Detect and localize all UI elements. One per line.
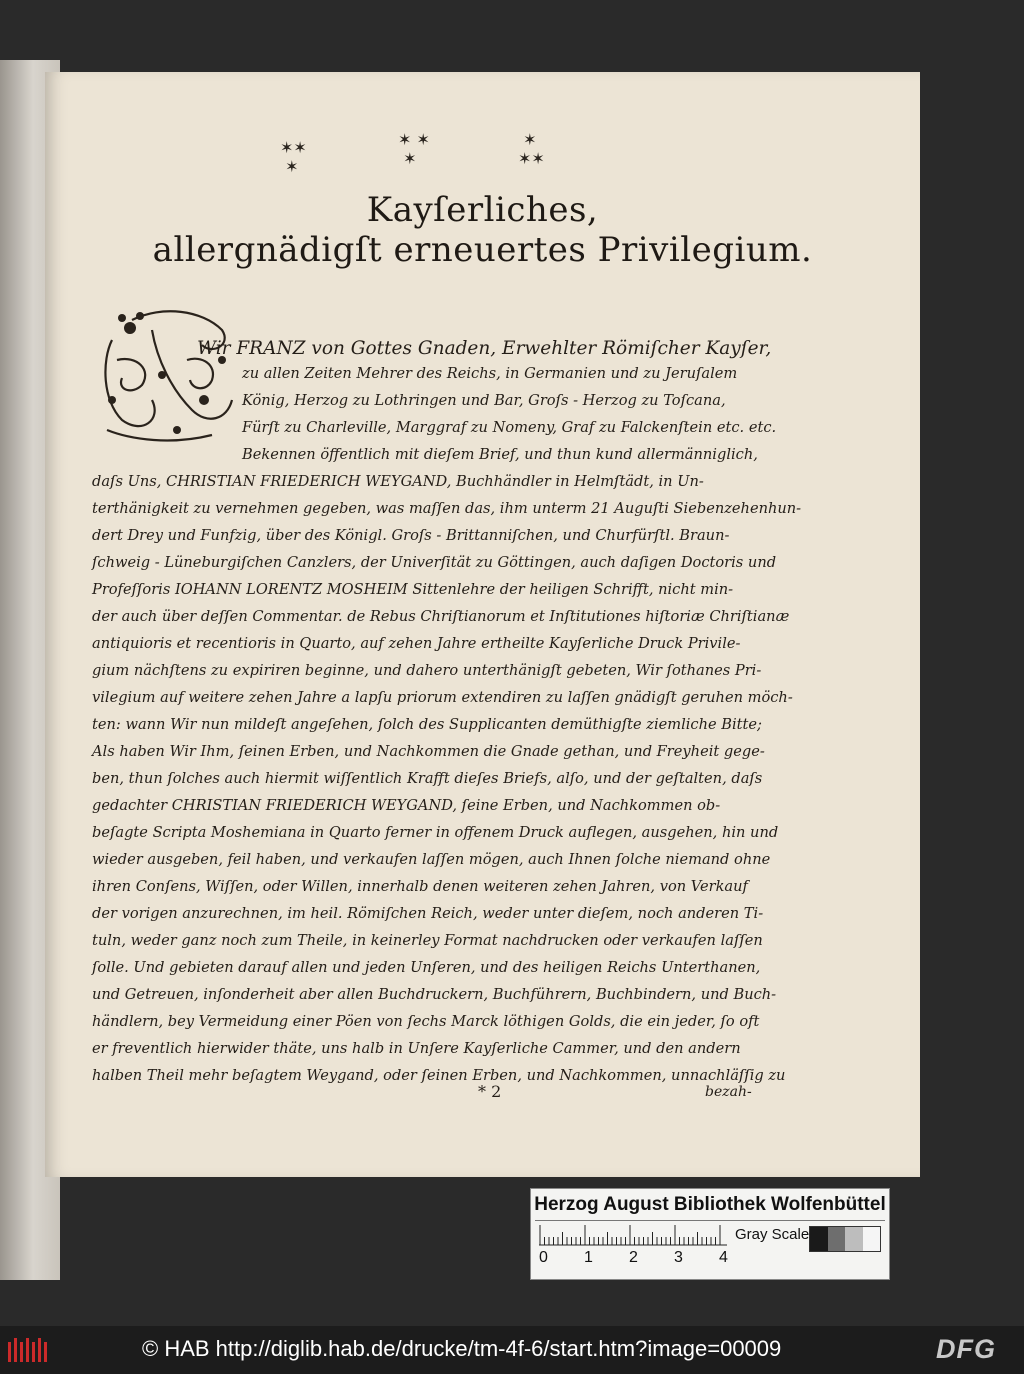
hab-logo-icon — [8, 1336, 50, 1364]
text-line: gium nächſtens zu expiriren beginne, und dahero unterthänigſt gebeten, Wir ſothanes Pri- — [92, 662, 762, 679]
ruler-number: 2 — [629, 1249, 638, 1266]
text-line: der vorigen anzurechnen, im heil. Römiſchen Reich, weder unter dieſem, noch anderen Ti- — [92, 905, 764, 922]
gray-scale-label: Gray Scale — [735, 1226, 810, 1243]
gray-swatch — [845, 1227, 863, 1251]
text-line: ſchweig - Lüneburgiſchen Canzlers, der Univerſität zu Göttingen, auch daſigen Doctoris und — [92, 554, 777, 571]
title-line-2: allergnädigſt erneuertes Privilegium. — [152, 230, 813, 270]
ornament-stars: ✶✶ ✶ ✶ ✶ ✶ ✶ ✶✶ — [280, 130, 545, 176]
text-line: terthänigkeit zu vernehmen gegeben, was maſſen das, ihm unterm 21 Auguſti Siebenzehenhun- — [92, 500, 802, 517]
divider — [535, 1220, 885, 1221]
text-line: der auch über deſſen Commentar. de Rebus Chriſtianorum et Inſtitutiones hiſtoriæ Chriſtianæ — [92, 608, 790, 625]
text-line: beſagte Scripta Moshemiana in Quarto ferner in offenem Druck auflegen, ausgehen, hin und — [92, 824, 779, 841]
footer-bar — [0, 1326, 1024, 1374]
text-line: vilegium auf weitere zehen Jahre a lapſu priorum extendiren zu laſſen gnädigſt geruhen möch- — [92, 689, 793, 706]
text-line: wieder ausgeben, feil haben, und verkaufen laſſen mögen, auch Ihnen ſolche niemand ohne — [92, 851, 771, 868]
signature-mark: * 2 — [478, 1082, 502, 1101]
dfg-logo: DFG — [936, 1334, 996, 1364]
ruler-number: 4 — [719, 1249, 728, 1266]
text-line: gedachter CHRISTIAN FRIEDERICH WEYGAND, ſeine Erben, und Nachkommen ob- — [92, 797, 721, 814]
library-name: Herzog August Bibliothek Wolfenbüttel — [534, 1194, 886, 1215]
text-line: Als haben Wir Ihm, ſeinen Erben, und Nachkommen die Gnade gethan, und Freyheit gege- — [92, 743, 765, 760]
text-line: Fürſt zu Charleville, Marggraf zu Nomeny, Graf zu Falckenſtein etc. etc. — [242, 419, 777, 436]
text-line: ben, thun ſolches auch hiermit wiſſentlich Krafft dieſes Briefs, alſo, und der geſtalten, daſs — [92, 770, 763, 787]
text-line: Profeſſoris IOHANN LORENTZ MOSHEIM Sittenlehre der heiligen Schrifft, nicht min- — [92, 581, 734, 598]
catchword: bezah- — [705, 1084, 752, 1100]
gray-swatches — [809, 1226, 881, 1252]
text-line: halben Theil mehr beſagtem Weygand, oder ſeinen Erben, und Nachkommen, unnachläſſig zu — [92, 1067, 786, 1084]
text-line: Wir FRANZ von Gottes Gnaden, Erwehlter Römiſcher Kayſer, — [197, 338, 772, 359]
gray-swatch — [863, 1227, 881, 1251]
text-line: ſolle. Und gebieten darauf allen und jeden Unſeren, und des heiligen Reichs Unterthanen, — [92, 959, 761, 976]
text-line: zu allen Zeiten Mehrer des Reichs, in Germanien und zu Jeruſalem — [242, 365, 738, 382]
text-line: antiquioris et recentioris in Quarto, auf zehen Jahre ertheilte Kayſerliche Druck Privile- — [92, 635, 741, 652]
text-line: ihren Conſens, Wiſſen, oder Willen, innerhalb denen weiteren zehen Jahren, von Verkauf — [92, 878, 748, 895]
ruler-numbers — [539, 1249, 739, 1271]
text-line: daſs Uns, CHRISTIAN FRIEDERICH WEYGAND, Buchhändler in Helmſtädt, in Un- — [92, 473, 704, 490]
text-line: ten: wann Wir nun mildeſt angeſehen, ſolch des Supplicanten demüthigſte ziemliche Bitte; — [92, 716, 762, 733]
ruler-number: 1 — [584, 1249, 593, 1266]
ruler-number: 0 — [539, 1249, 548, 1266]
text-line: und Getreuen, inſonderheit aber allen Buchdruckern, Buchführern, Buchbindern, und Buch- — [92, 986, 777, 1003]
text-line: dert Drey und Funfzig, über des Königl. Groſs - Brittanniſchen, und Churfürſtl. Braun- — [92, 527, 730, 544]
text-line: König, Herzog zu Lothringen und Bar, Groſs - Herzog zu Toſcana, — [242, 392, 726, 409]
text-line: Bekennen öffentlich mit dieſem Brief, und thun kund allermänniglich, — [242, 446, 758, 463]
gray-swatch — [810, 1227, 828, 1251]
ruler-number: 3 — [674, 1249, 683, 1266]
ruler-icon — [539, 1224, 729, 1246]
text-line: tuln, weder ganz noch zum Theile, in keinerley Format nachdrucken oder verkaufen laſſen — [92, 932, 763, 949]
text-line: er freventlich hierwider thäte, uns halb in Unſere Kayſerliche Cammer, und den andern — [92, 1040, 741, 1057]
text-line: händlern, bey Vermeidung einer Pöen von ſechs Marck löthigen Golds, die ein jeder, ſo oft — [92, 1013, 760, 1030]
color-calibration-bar — [530, 1188, 890, 1280]
copyright-url[interactable]: © HAB http://diglib.hab.de/drucke/tm-4f-6/start.htm?image=00009 — [142, 1336, 782, 1361]
title-line-1: Kayſerliches, — [366, 190, 599, 230]
gray-swatch — [828, 1227, 846, 1251]
